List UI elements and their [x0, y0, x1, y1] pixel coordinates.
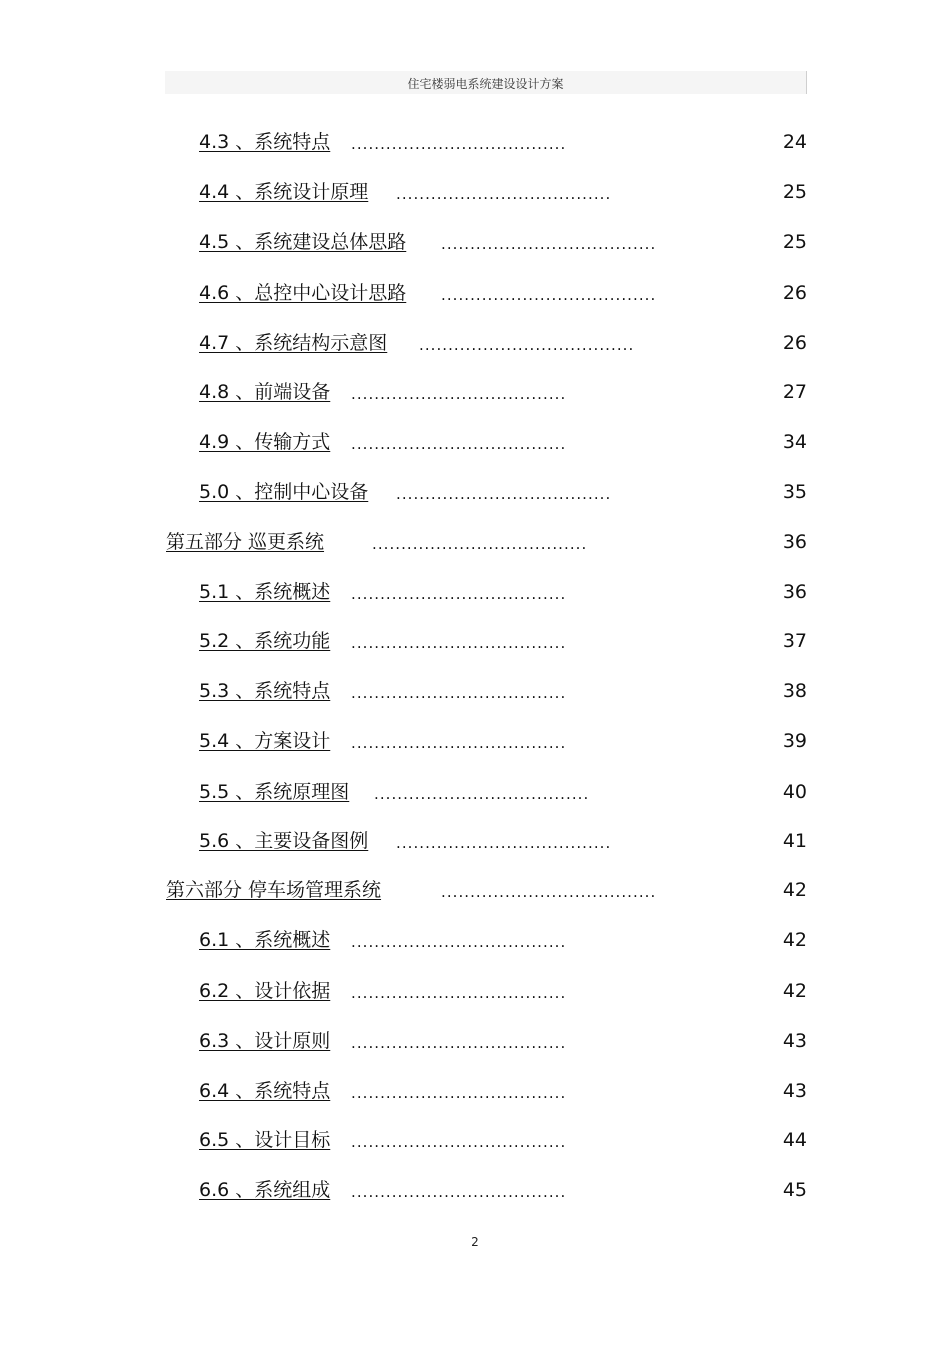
toc-entry-label[interactable]: 4.6 、总控中心设计思路 [199, 282, 407, 304]
toc-entry[interactable] [0, 829, 950, 857]
toc-entry-label[interactable]: 5.4 、方案设计 [199, 730, 331, 752]
toc-entry-page: 42 [782, 879, 807, 901]
toc-entry[interactable] [0, 629, 950, 657]
toc-entry[interactable] [0, 130, 950, 158]
toc-dot-leader: ..................................... [351, 984, 567, 1002]
toc-entry-label[interactable]: 第五部分 巡更系统 [166, 531, 325, 553]
toc-entry-label[interactable]: 4.3 、系统特点 [199, 131, 331, 153]
toc-entry[interactable] [0, 928, 950, 956]
toc-dot-leader: ..................................... [351, 734, 567, 752]
toc-entry-page: 25 [782, 181, 807, 203]
toc-entry-page: 42 [782, 980, 807, 1002]
page-number: 2 [471, 1235, 479, 1249]
toc-entry-label[interactable]: 5.1 、系统概述 [199, 581, 331, 603]
toc-entry-page: 40 [782, 781, 807, 803]
toc-entry-label[interactable]: 4.8 、前端设备 [199, 381, 331, 403]
toc-entry[interactable] [0, 230, 950, 258]
toc-entry-page: 39 [782, 730, 807, 752]
toc-entry[interactable] [0, 1128, 950, 1156]
toc-entry-label[interactable]: 4.7 、系统结构示意图 [199, 332, 388, 354]
toc-entry-page: 42 [782, 929, 807, 951]
toc-entry-page: 36 [782, 581, 807, 603]
toc-dot-leader: ..................................... [351, 684, 567, 702]
toc-dot-leader: ..................................... [396, 834, 612, 852]
toc-entry-page: 24 [782, 131, 807, 153]
toc-entry-label[interactable]: 6.2 、设计依据 [199, 980, 331, 1002]
toc-entry[interactable] [0, 530, 950, 558]
toc-entry[interactable] [0, 380, 950, 408]
toc-dot-leader: ..................................... [374, 785, 590, 803]
toc-entry-label[interactable]: 6.3 、设计原则 [199, 1030, 331, 1052]
toc-entry[interactable] [0, 480, 950, 508]
toc-entry-label[interactable]: 4.9 、传输方式 [199, 431, 331, 453]
toc-dot-leader: ..................................... [351, 1133, 567, 1151]
toc-entry-label[interactable]: 4.5 、系统建设总体思路 [199, 231, 407, 253]
toc-entry-page: 34 [782, 431, 807, 453]
toc-dot-leader: ..................................... [351, 135, 567, 153]
toc-dot-leader: ..................................... [351, 1084, 567, 1102]
toc-dot-leader: ..................................... [441, 883, 657, 901]
toc-dot-leader: ..................................... [372, 535, 588, 553]
toc-entry-label[interactable]: 5.5 、系统原理图 [199, 781, 350, 803]
toc-entry-page: 25 [782, 231, 807, 253]
toc-dot-leader: ..................................... [441, 286, 657, 304]
toc-entry-page: 26 [782, 332, 807, 354]
toc-entry-label[interactable]: 6.1 、系统概述 [199, 929, 331, 951]
toc-entry[interactable] [0, 180, 950, 208]
toc-entry[interactable] [0, 1178, 950, 1206]
toc-entry[interactable] [0, 729, 950, 757]
toc-entry-label[interactable]: 6.5 、设计目标 [199, 1129, 331, 1151]
toc-entry[interactable] [0, 1029, 950, 1057]
toc-entry[interactable] [0, 979, 950, 1007]
toc-dot-leader: ..................................... [351, 585, 567, 603]
toc-entry-label[interactable]: 6.4 、系统特点 [199, 1080, 331, 1102]
toc-entry-page: 44 [782, 1129, 807, 1151]
toc-dot-leader: ..................................... [351, 435, 567, 453]
toc-entry[interactable] [0, 679, 950, 707]
toc-entry-page: 45 [782, 1179, 807, 1201]
toc-entry[interactable] [0, 281, 950, 309]
toc-entry[interactable] [0, 878, 950, 906]
toc-entry-page: 27 [782, 381, 807, 403]
toc-dot-leader: ..................................... [351, 385, 567, 403]
toc-entry-label[interactable]: 6.6 、系统组成 [199, 1179, 331, 1201]
toc-entry-label[interactable]: 5.3 、系统特点 [199, 680, 331, 702]
toc-dot-leader: ..................................... [396, 185, 612, 203]
toc-entry-label[interactable]: 5.6 、主要设备图例 [199, 830, 369, 852]
toc-entry[interactable] [0, 1079, 950, 1107]
toc-entry-page: 36 [782, 531, 807, 553]
toc-entry-page: 41 [782, 830, 807, 852]
toc-dot-leader: ..................................... [351, 933, 567, 951]
toc-dot-leader: ..................................... [351, 1034, 567, 1052]
toc-entry-page: 43 [782, 1080, 807, 1102]
toc-dot-leader: ..................................... [441, 235, 657, 253]
toc-entry[interactable] [0, 780, 950, 808]
toc-entry-page: 38 [782, 680, 807, 702]
toc-entry-label[interactable]: 5.0 、控制中心设备 [199, 481, 369, 503]
toc-entry[interactable] [0, 331, 950, 359]
toc-entry-label[interactable]: 第六部分 停车场管理系统 [166, 879, 382, 901]
toc-dot-leader: ..................................... [351, 634, 567, 652]
toc-entry-label[interactable]: 4.4 、系统设计原理 [199, 181, 369, 203]
toc-entry-page: 35 [782, 481, 807, 503]
toc-dot-leader: ..................................... [351, 1183, 567, 1201]
toc-entry-page: 37 [782, 630, 807, 652]
toc-entry-page: 26 [782, 282, 807, 304]
toc-entry-label[interactable]: 5.2 、系统功能 [199, 630, 331, 652]
header-title: 住宅楼弱电系统建设设计方案 [407, 77, 564, 91]
toc-dot-leader: ..................................... [396, 485, 612, 503]
toc-entry[interactable] [0, 580, 950, 608]
toc-entry-page: 43 [782, 1030, 807, 1052]
toc-entry[interactable] [0, 430, 950, 458]
toc-dot-leader: ..................................... [419, 336, 635, 354]
